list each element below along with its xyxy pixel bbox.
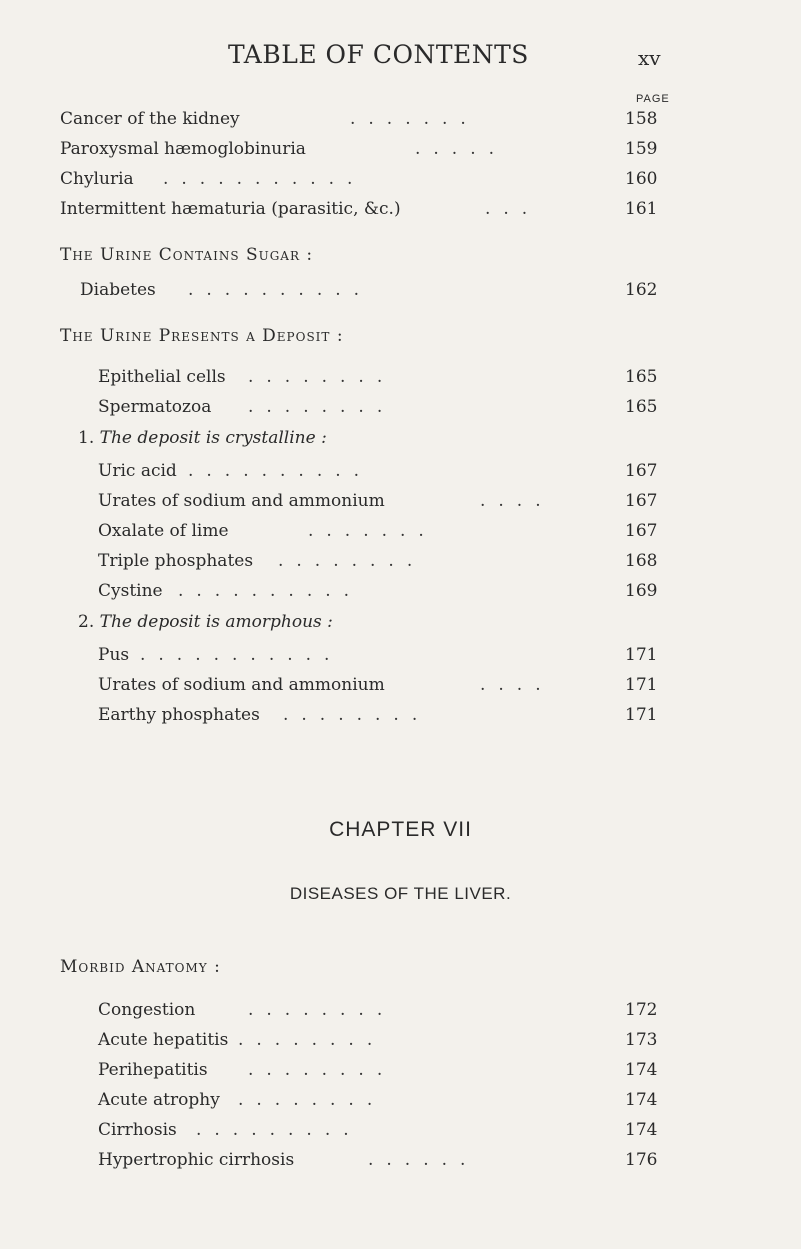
entry-label: Uric acid — [98, 461, 177, 481]
toc-entry — [98, 576, 738, 606]
entry-page: 165 — [625, 397, 658, 417]
entry-label: Diabetes — [80, 280, 156, 300]
toc-entry — [98, 1085, 738, 1115]
entry-page: 158 — [625, 109, 658, 129]
toc-entry — [98, 546, 738, 576]
entry-label: Urates of sodium and ammonium — [98, 675, 385, 695]
section-heading: The Urine Contains Sugar : — [60, 245, 314, 265]
entry-label: Pus — [98, 645, 130, 665]
entry-page: 174 — [625, 1060, 658, 1080]
toc-entry — [98, 1055, 738, 1085]
toc-entry — [98, 486, 738, 516]
entry-page: 167 — [625, 491, 658, 511]
leader-dots: ........ — [248, 1060, 396, 1080]
leader-dots: .......... — [178, 581, 363, 601]
entry-label: Triple phosphates — [98, 551, 254, 571]
entry-page: 176 — [625, 1150, 658, 1170]
leader-dots: ....... — [308, 521, 437, 541]
toc-entry — [60, 104, 740, 134]
entry-label: Paroxysmal hæmoglobinuria — [60, 139, 306, 159]
entry-page: 172 — [625, 1000, 658, 1020]
toc-entry — [98, 1025, 738, 1055]
entry-label: Urates of sodium and ammonium — [98, 491, 385, 511]
subsection-heading — [78, 612, 333, 632]
leader-dots: ......... — [196, 1120, 362, 1140]
entry-label: Congestion — [98, 1000, 196, 1020]
entry-page: 171 — [625, 675, 658, 695]
entry-page: 159 — [625, 139, 658, 159]
leader-dots: .......... — [188, 461, 373, 481]
toc-entry — [80, 275, 740, 305]
toc-entry — [98, 640, 738, 670]
toc-entry — [98, 670, 738, 700]
leader-dots: .... — [480, 675, 554, 695]
subsection-title: The deposit is amorphous : — [99, 612, 333, 632]
leader-dots: .......... — [188, 280, 373, 300]
entry-page: 171 — [625, 705, 658, 725]
toc-entry — [98, 516, 738, 546]
toc-entry — [98, 1145, 738, 1175]
leader-dots: ... — [485, 199, 541, 219]
subsection-heading — [78, 428, 327, 448]
running-title: TABLE OF CONTENTS — [228, 40, 529, 69]
leader-dots: ........ — [248, 397, 396, 417]
entry-label: Acute atrophy — [98, 1090, 220, 1110]
leader-dots: ....... — [350, 109, 479, 129]
leader-dots: ........ — [278, 551, 426, 571]
toc-entry — [60, 164, 740, 194]
entry-label: Spermatozoa — [98, 397, 212, 417]
leader-dots: ........... — [140, 645, 343, 665]
leader-dots: ..... — [415, 139, 508, 159]
toc-entry — [60, 194, 740, 224]
entry-label: Chyluria — [60, 169, 134, 189]
leader-dots: ........... — [163, 169, 366, 189]
subsection-number: 1. — [78, 428, 95, 448]
page-column-label: PAGE — [636, 93, 670, 105]
leader-dots: .... — [480, 491, 554, 511]
entry-page: 174 — [625, 1120, 658, 1140]
entry-page: 169 — [625, 581, 658, 601]
entry-page: 167 — [625, 461, 658, 481]
entry-label: Acute hepatitis — [98, 1030, 229, 1050]
leader-dots: ........ — [248, 367, 396, 387]
entry-page: 165 — [625, 367, 658, 387]
leader-dots: ...... — [368, 1150, 479, 1170]
toc-entry — [60, 134, 740, 164]
toc-entry — [98, 456, 738, 486]
entry-page: 174 — [625, 1090, 658, 1110]
entry-label: Perihepatitis — [98, 1060, 208, 1080]
chapter-number: CHAPTER VII — [329, 818, 472, 841]
entry-label: Cancer of the kidney — [60, 109, 240, 129]
entry-page: 173 — [625, 1030, 658, 1050]
leader-dots: ........ — [248, 1000, 396, 1020]
toc-entry — [98, 700, 738, 730]
leader-dots: ........ — [238, 1030, 386, 1050]
entry-page: 167 — [625, 521, 658, 541]
entry-label: Cystine — [98, 581, 163, 601]
section-heading: Morbid Anatomy : — [60, 957, 221, 977]
entry-label: Epithelial cells — [98, 367, 226, 387]
entry-label: Hypertrophic cirrhosis — [98, 1150, 295, 1170]
toc-entry — [98, 392, 738, 422]
toc-entry — [98, 362, 738, 392]
entry-page: 168 — [625, 551, 658, 571]
page-folio: xv — [638, 46, 661, 70]
toc-entry — [98, 995, 738, 1025]
toc-entry — [98, 1115, 738, 1145]
entry-page: 160 — [625, 169, 658, 189]
entry-page: 162 — [625, 280, 658, 300]
subsection-title: The deposit is crystalline : — [99, 428, 327, 448]
leader-dots: ........ — [238, 1090, 386, 1110]
chapter-title: DISEASES OF THE LIVER. — [289, 884, 512, 903]
section-heading: The Urine Presents a Deposit : — [60, 326, 344, 346]
entry-page: 171 — [625, 645, 658, 665]
entry-page: 161 — [625, 199, 658, 219]
running-header — [0, 40, 801, 80]
leader-dots: ........ — [283, 705, 431, 725]
entry-label: Oxalate of lime — [98, 521, 229, 541]
subsection-number: 2. — [78, 612, 95, 632]
entry-label: Earthy phosphates — [98, 705, 260, 725]
entry-label: Cirrhosis — [98, 1120, 177, 1140]
entry-label: Intermittent hæmaturia (parasitic, &c.) — [60, 199, 401, 219]
